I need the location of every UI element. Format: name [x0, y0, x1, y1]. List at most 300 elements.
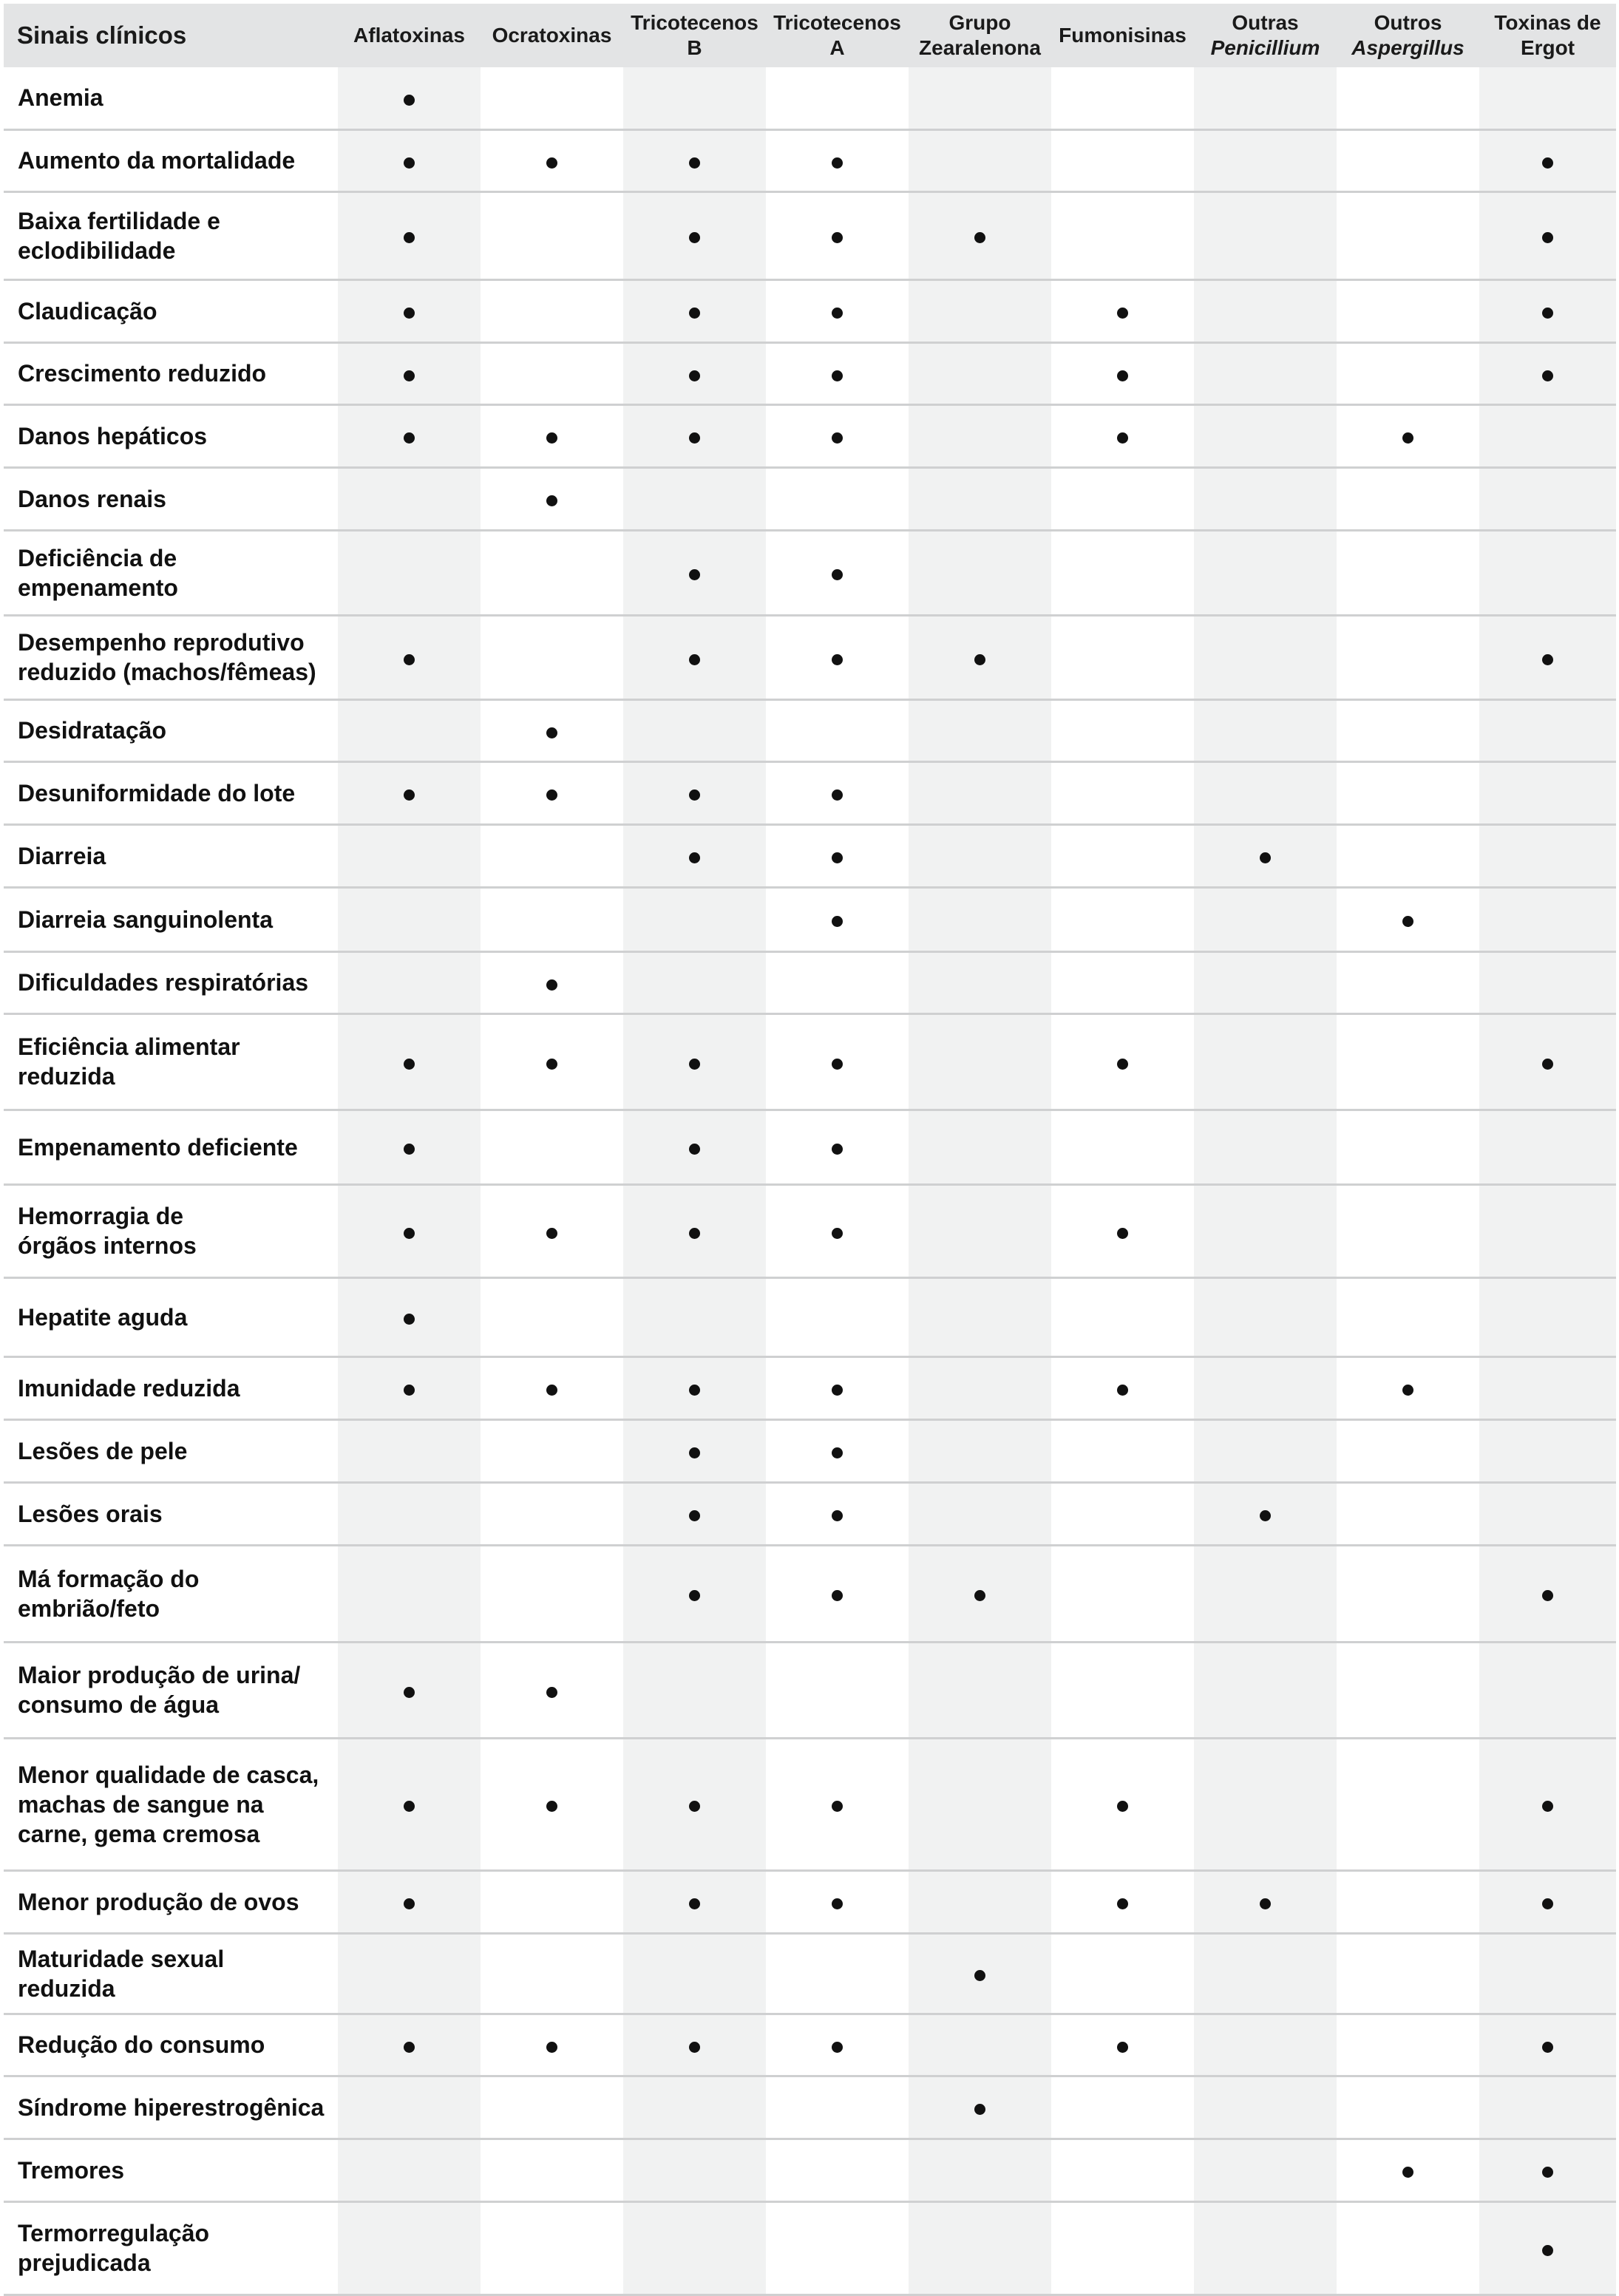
cell-zea [909, 615, 1051, 699]
cell-ocra [481, 951, 623, 1013]
cell-trica [766, 467, 909, 530]
cell-ergot [1479, 279, 1616, 342]
cell-afla [338, 530, 481, 615]
bullet-dot-icon [404, 1144, 415, 1155]
bullet-dot-icon [404, 1801, 415, 1812]
table-row [4, 1110, 1616, 1184]
cell-ocra [481, 1110, 623, 1184]
cell-ocra [481, 2076, 623, 2139]
cell-ergot [1479, 2076, 1616, 2139]
cell-zea [909, 2014, 1051, 2076]
column-header-ergot [1479, 4, 1616, 67]
cell-zea [909, 1356, 1051, 1419]
bullet-dot-icon [404, 370, 415, 381]
cell-ergot [1479, 699, 1616, 761]
cell-tricb [623, 1545, 766, 1642]
bullet-dot-icon [404, 157, 415, 169]
clinical-sign-label: órgãos internos [18, 1232, 197, 1259]
cell-afla [338, 191, 481, 279]
column-header-line: Ocratoxinas [492, 24, 612, 47]
table-row [4, 1545, 1616, 1642]
cell-afla [338, 1545, 481, 1642]
cell-tricb [623, 2076, 766, 2139]
cell-trica [766, 1356, 909, 1419]
bullet-dot-icon [689, 1385, 700, 1396]
column-header-line: Aflatoxinas [353, 24, 465, 47]
table-row [4, 2139, 1616, 2201]
clinical-sign-label: Anemia [18, 84, 103, 112]
column-header-fumo [1051, 4, 1194, 67]
cell-afla [338, 1184, 481, 1277]
bullet-dot-icon [1542, 2245, 1553, 2256]
cell-ocra [481, 1545, 623, 1642]
cell-afla [338, 887, 481, 951]
cell-zea [909, 1870, 1051, 1933]
clinical-sign-label: Maior produção de urina/ [18, 1662, 301, 1688]
cell-ocra [481, 761, 623, 824]
cell-peni [1194, 615, 1337, 699]
bullet-dot-icon [832, 1510, 843, 1521]
cell-tricb [623, 699, 766, 761]
cell-zea [909, 2201, 1051, 2295]
cell-tricb [623, 1013, 766, 1110]
table-row [4, 342, 1616, 404]
bullet-dot-icon [1402, 2167, 1413, 2178]
bullet-dot-icon [1542, 232, 1553, 243]
cell-ocra [481, 2201, 623, 2295]
clinical-sign-label: Termorregulação [18, 2220, 210, 2246]
cell-zea [909, 1110, 1051, 1184]
cell-afla [338, 2201, 481, 2295]
bullet-dot-icon [974, 654, 985, 665]
cell-asper [1337, 951, 1479, 1013]
cell-ocra [481, 1184, 623, 1277]
bullet-dot-icon [974, 1970, 985, 1981]
cell-tricb [623, 2139, 766, 2201]
cell-zea [909, 1184, 1051, 1277]
cell-fumo [1051, 1356, 1194, 1419]
bullet-dot-icon [404, 789, 415, 801]
bullet-dot-icon [689, 789, 700, 801]
bullet-dot-icon [1260, 1510, 1271, 1521]
table-body [4, 67, 1616, 2295]
cell-peni [1194, 1870, 1337, 1933]
bullet-dot-icon [404, 1687, 415, 1698]
bullet-dot-icon [832, 1447, 843, 1458]
column-header-trica [766, 4, 909, 67]
cell-zea [909, 1277, 1051, 1356]
cell-trica [766, 1642, 909, 1738]
cell-trica [766, 1277, 909, 1356]
bullet-dot-icon [832, 370, 843, 381]
clinical-sign-label: Eficiência alimentar [18, 1033, 240, 1060]
column-header-line: B [687, 36, 702, 59]
cell-tricb [623, 67, 766, 129]
column-header-ocra [481, 4, 623, 67]
bullet-dot-icon [689, 432, 700, 444]
cell-ergot [1479, 2201, 1616, 2295]
cell-fumo [1051, 1419, 1194, 1482]
clinical-sign-label: empenamento [18, 574, 178, 601]
cell-asper [1337, 191, 1479, 279]
cell-zea [909, 404, 1051, 467]
cell-afla [338, 615, 481, 699]
column-header-line: Tricotecenos [773, 11, 901, 34]
cell-trica [766, 1419, 909, 1482]
clinical-sign-cell [4, 530, 338, 615]
bullet-dot-icon [404, 1059, 415, 1070]
clinical-sign-cell [4, 1110, 338, 1184]
bullet-dot-icon [546, 789, 557, 801]
cell-ergot [1479, 530, 1616, 615]
bullet-dot-icon [404, 2042, 415, 2053]
cell-peni [1194, 1184, 1337, 1277]
cell-asper [1337, 615, 1479, 699]
cell-peni [1194, 2014, 1337, 2076]
cell-tricb [623, 279, 766, 342]
bullet-dot-icon [832, 1801, 843, 1812]
cell-peni [1194, 2201, 1337, 2295]
cell-asper [1337, 67, 1479, 129]
cell-trica [766, 342, 909, 404]
cell-asper [1337, 2076, 1479, 2139]
cell-afla [338, 67, 481, 129]
cell-asper [1337, 824, 1479, 887]
column-header-line: A [829, 36, 845, 59]
bullet-dot-icon [974, 232, 985, 243]
table-row [4, 1738, 1616, 1870]
bullet-dot-icon [546, 495, 557, 506]
clinical-sign-cell [4, 1184, 338, 1277]
cell-ergot [1479, 887, 1616, 951]
cell-zea [909, 699, 1051, 761]
clinical-sign-label: Má formação do [18, 1565, 200, 1592]
column-header-line: Outros [1374, 11, 1442, 34]
cell-peni [1194, 467, 1337, 530]
cell-fumo [1051, 615, 1194, 699]
cell-asper [1337, 1356, 1479, 1419]
column-header-line: Ergot [1520, 36, 1575, 59]
table-row [4, 761, 1616, 824]
clinical-sign-cell [4, 887, 338, 951]
cell-ocra [481, 279, 623, 342]
cell-tricb [623, 1738, 766, 1870]
bullet-dot-icon [546, 1801, 557, 1812]
clinical-sign-label: reduzida [18, 1063, 115, 1090]
column-header-line: Toxinas de [1494, 11, 1601, 34]
bullet-dot-icon [689, 2042, 700, 2053]
cell-fumo [1051, 1738, 1194, 1870]
table-row [4, 279, 1616, 342]
table-row [4, 404, 1616, 467]
clinical-sign-label: prejudicada [18, 2249, 151, 2276]
cell-ergot [1479, 1419, 1616, 1482]
clinical-sign-cell [4, 1933, 338, 2014]
cell-zea [909, 279, 1051, 342]
bullet-dot-icon [689, 1228, 700, 1239]
clinical-sign-label: embrião/feto [18, 1594, 160, 1622]
cell-ocra [481, 404, 623, 467]
bullet-dot-icon [1117, 370, 1128, 381]
clinical-sign-label: carne, gema cremosa [18, 1820, 260, 1847]
clinical-sign-label: machas de sangue na [18, 1790, 264, 1818]
cell-fumo [1051, 1110, 1194, 1184]
cell-zea [909, 530, 1051, 615]
clinical-sign-label: Maturidade sexual [18, 1945, 225, 1972]
cell-zea [909, 761, 1051, 824]
table-row [4, 2014, 1616, 2076]
clinical-sign-cell [4, 699, 338, 761]
cell-fumo [1051, 467, 1194, 530]
cell-tricb [623, 530, 766, 615]
table-row [4, 67, 1616, 129]
bullet-dot-icon [1542, 2042, 1553, 2053]
cell-afla [338, 1110, 481, 1184]
cell-ocra [481, 699, 623, 761]
column-header-line: Aspergillus [1351, 36, 1464, 59]
bullet-dot-icon [546, 1687, 557, 1698]
clinical-sign-label: Dificuldades respiratórias [18, 969, 309, 996]
cell-fumo [1051, 824, 1194, 887]
clinical-signs-column-header: Sinais clínicos [4, 4, 338, 67]
cell-peni [1194, 191, 1337, 279]
clinical-sign-cell [4, 279, 338, 342]
bullet-dot-icon [689, 852, 700, 863]
clinical-sign-label: Hepatite aguda [18, 1303, 188, 1331]
bullet-dot-icon [689, 232, 700, 243]
table-row [4, 1870, 1616, 1933]
cell-zea [909, 1933, 1051, 2014]
cell-fumo [1051, 1013, 1194, 1110]
cell-ocra [481, 1933, 623, 2014]
cell-ocra [481, 1277, 623, 1356]
clinical-sign-cell [4, 129, 338, 191]
bullet-dot-icon [1260, 1898, 1271, 1909]
bullet-dot-icon [546, 432, 557, 444]
cell-ergot [1479, 2014, 1616, 2076]
clinical-sign-label: Aumento da mortalidade [18, 147, 296, 174]
clinical-sign-cell [4, 2139, 338, 2201]
clinical-sign-cell [4, 2201, 338, 2295]
cell-fumo [1051, 404, 1194, 467]
cell-asper [1337, 1419, 1479, 1482]
table-row [4, 530, 1616, 615]
cell-afla [338, 279, 481, 342]
cell-afla [338, 761, 481, 824]
cell-trica [766, 761, 909, 824]
cell-ocra [481, 67, 623, 129]
bullet-dot-icon [546, 979, 557, 991]
clinical-sign-label: Diarreia [18, 842, 106, 869]
cell-asper [1337, 2014, 1479, 2076]
bullet-dot-icon [1402, 916, 1413, 927]
cell-ergot [1479, 951, 1616, 1013]
bullet-dot-icon [832, 308, 843, 319]
table-row [4, 1933, 1616, 2014]
clinical-sign-label: Desempenho reprodutivo [18, 629, 305, 656]
cell-ocra [481, 2139, 623, 2201]
bullet-dot-icon [1117, 1228, 1128, 1239]
clinical-sign-label: Hemorragia de [18, 1203, 184, 1229]
cell-trica [766, 2014, 909, 2076]
clinical-sign-cell [4, 1545, 338, 1642]
clinical-sign-label: Menor qualidade de casca, [18, 1761, 319, 1788]
cell-tricb [623, 467, 766, 530]
clinical-sign-cell [4, 467, 338, 530]
bullet-dot-icon [1117, 1385, 1128, 1396]
clinical-sign-cell [4, 1356, 338, 1419]
cell-zea [909, 467, 1051, 530]
cell-afla [338, 1933, 481, 2014]
clinical-sign-cell [4, 1013, 338, 1110]
cell-fumo [1051, 67, 1194, 129]
cell-fumo [1051, 1642, 1194, 1738]
cell-tricb [623, 1870, 766, 1933]
bullet-dot-icon [404, 308, 415, 319]
cell-ocra [481, 1482, 623, 1545]
bullet-dot-icon [832, 569, 843, 580]
bullet-dot-icon [689, 654, 700, 665]
bullet-dot-icon [1542, 1059, 1553, 1070]
bullet-dot-icon [832, 789, 843, 801]
cell-asper [1337, 467, 1479, 530]
bullet-dot-icon [404, 1898, 415, 1909]
cell-peni [1194, 761, 1337, 824]
cell-trica [766, 1933, 909, 2014]
clinical-sign-cell [4, 615, 338, 699]
cell-peni [1194, 824, 1337, 887]
bullet-dot-icon [1542, 1590, 1553, 1601]
cell-ergot [1479, 761, 1616, 824]
bullet-dot-icon [689, 370, 700, 381]
cell-asper [1337, 1870, 1479, 1933]
bullet-dot-icon [689, 569, 700, 580]
clinical-sign-label: Claudicação [18, 297, 157, 325]
clinical-sign-cell [4, 1419, 338, 1482]
table-header [4, 4, 1616, 67]
clinical-sign-cell [4, 2014, 338, 2076]
cell-afla [338, 1356, 481, 1419]
clinical-sign-label: eclodibilidade [18, 237, 176, 264]
cell-tricb [623, 191, 766, 279]
cell-fumo [1051, 2201, 1194, 2295]
cell-afla [338, 1870, 481, 1933]
cell-peni [1194, 1545, 1337, 1642]
cell-asper [1337, 1184, 1479, 1277]
cell-tricb [623, 761, 766, 824]
bullet-dot-icon [832, 1590, 843, 1601]
cell-ocra [481, 824, 623, 887]
bullet-dot-icon [1117, 432, 1128, 444]
cell-ergot [1479, 824, 1616, 887]
mycotoxin-clinical-signs-table-container [4, 4, 1615, 2296]
cell-afla [338, 404, 481, 467]
cell-afla [338, 699, 481, 761]
cell-ergot [1479, 1356, 1616, 1419]
column-header-line: Penicillium [1210, 36, 1320, 59]
clinical-sign-label: Empenamento deficiente [18, 1133, 298, 1161]
bullet-dot-icon [1117, 2042, 1128, 2053]
clinical-sign-cell [4, 1277, 338, 1356]
bullet-dot-icon [1117, 308, 1128, 319]
column-header-asper [1337, 4, 1479, 67]
cell-trica [766, 1184, 909, 1277]
cell-trica [766, 699, 909, 761]
cell-afla [338, 1419, 481, 1482]
bullet-dot-icon [1542, 1801, 1553, 1812]
cell-trica [766, 279, 909, 342]
cell-asper [1337, 342, 1479, 404]
cell-fumo [1051, 2014, 1194, 2076]
cell-afla [338, 1013, 481, 1110]
table-row [4, 1642, 1616, 1738]
bullet-dot-icon [689, 1447, 700, 1458]
cell-tricb [623, 1184, 766, 1277]
cell-ergot [1479, 615, 1616, 699]
clinical-sign-cell [4, 761, 338, 824]
cell-tricb [623, 1356, 766, 1419]
cell-peni [1194, 1110, 1337, 1184]
table-row [4, 615, 1616, 699]
clinical-sign-cell [4, 1642, 338, 1738]
column-header-line: Zearalenona [919, 36, 1041, 59]
cell-fumo [1051, 279, 1194, 342]
cell-zea [909, 1545, 1051, 1642]
clinical-sign-label: Lesões orais [18, 1500, 163, 1527]
bullet-dot-icon [832, 1385, 843, 1396]
cell-tricb [623, 404, 766, 467]
bullet-dot-icon [1542, 157, 1553, 169]
cell-ergot [1479, 1277, 1616, 1356]
cell-tricb [623, 1110, 766, 1184]
cell-tricb [623, 2014, 766, 2076]
cell-tricb [623, 129, 766, 191]
bullet-dot-icon [1542, 2167, 1553, 2178]
cell-fumo [1051, 530, 1194, 615]
cell-afla [338, 467, 481, 530]
column-header-line: Tricotecenos [631, 11, 758, 34]
bullet-dot-icon [689, 308, 700, 319]
clinical-sign-cell [4, 1482, 338, 1545]
cell-fumo [1051, 887, 1194, 951]
bullet-dot-icon [404, 1385, 415, 1396]
bullet-dot-icon [1542, 370, 1553, 381]
cell-ergot [1479, 2139, 1616, 2201]
clinical-sign-label: Desidratação [18, 717, 166, 744]
bullet-dot-icon [546, 2042, 557, 2053]
table-row [4, 1277, 1616, 1356]
cell-afla [338, 1277, 481, 1356]
cell-zea [909, 951, 1051, 1013]
cell-ocra [481, 2014, 623, 2076]
bullet-dot-icon [1402, 432, 1413, 444]
cell-peni [1194, 1738, 1337, 1870]
table-row [4, 887, 1616, 951]
cell-fumo [1051, 1482, 1194, 1545]
cell-ergot [1479, 1933, 1616, 2014]
cell-afla [338, 129, 481, 191]
clinical-sign-cell [4, 404, 338, 467]
cell-zea [909, 824, 1051, 887]
cell-ocra [481, 615, 623, 699]
cell-tricb [623, 1482, 766, 1545]
cell-zea [909, 887, 1051, 951]
clinical-sign-label: Tremores [18, 2156, 125, 2184]
bullet-dot-icon [546, 1385, 557, 1396]
cell-fumo [1051, 1545, 1194, 1642]
cell-asper [1337, 1738, 1479, 1870]
cell-fumo [1051, 191, 1194, 279]
